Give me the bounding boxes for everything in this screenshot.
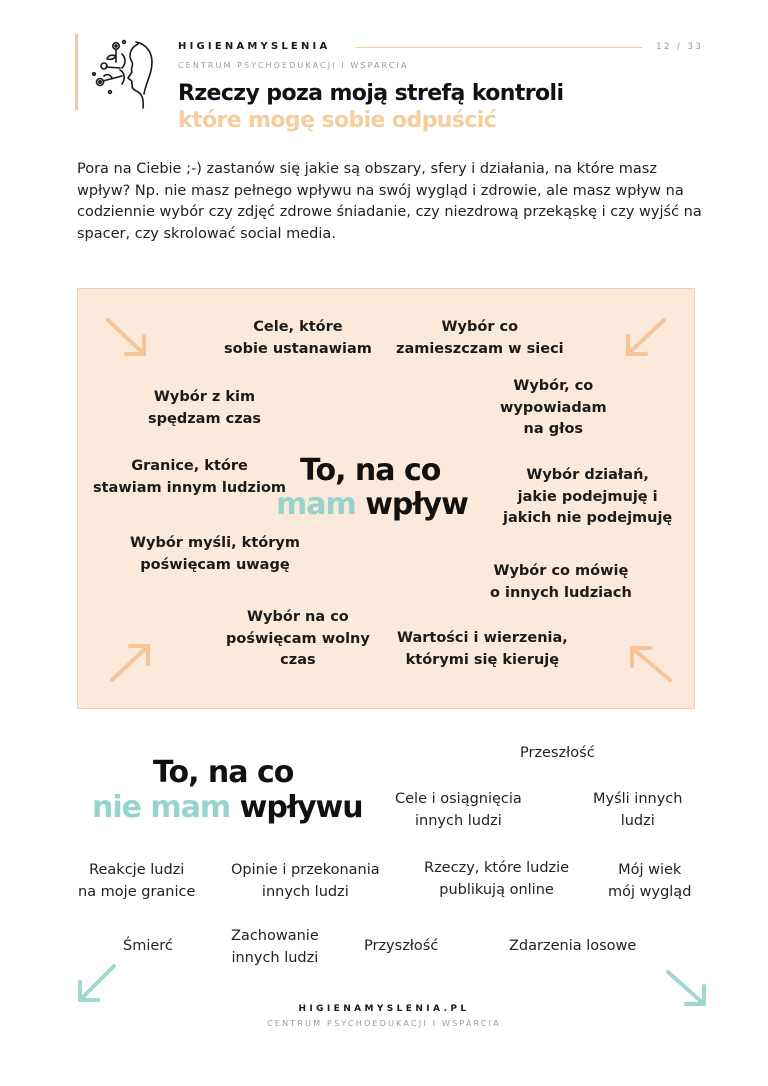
influence-item: Wybór co zamieszczam w sieci xyxy=(396,319,564,357)
influence-title-line1: To, na co xyxy=(300,453,441,488)
influence-item: Cele, które sobie ustanawiam xyxy=(224,319,372,357)
brand-name: HIGIENAMYSLENIA xyxy=(178,41,331,52)
header-accent-bar xyxy=(75,34,78,110)
footer-brand: HIGIENAMYSLENIA.PL xyxy=(298,1004,470,1014)
arrow-icon xyxy=(100,312,152,364)
page-subtitle: które mogę sobie odpuścić xyxy=(178,108,497,133)
header-divider xyxy=(356,47,642,48)
page-number: 12 / 33 xyxy=(656,42,704,52)
no-influence-title-highlight: nie mam xyxy=(92,790,231,825)
brand-subtitle: CENTRUM PSYCHOEDUKACJI I WSPARCIA xyxy=(178,61,409,70)
influence-item: Wybór z kim spędzam czas xyxy=(148,389,262,427)
influence-title-line2 xyxy=(276,487,468,522)
no-influence-item: Przeszłość xyxy=(520,745,595,761)
no-influence-title-rest: wpływu xyxy=(239,790,363,825)
no-influence-item: Opinie i przekonania innych ludzi xyxy=(231,862,380,900)
no-influence-title-line1: To, na co xyxy=(153,755,294,790)
no-influence-item: Rzeczy, które ludzie publikują online xyxy=(424,860,570,898)
footer-subtitle: CENTRUM PSYCHOEDUKACJI I WSPARCIA xyxy=(267,1019,501,1028)
intro-paragraph: Pora na Ciebie ;-) zastanów się jakie są obszary, sfery i działania, na które masz wpływ? Np. nie masz pełnego wpływu na swój wygląd i zdrowie, ale masz wpływ na codziennie wybór czy zdjęć zdrowe śniadanie, czy niezdrową przekąskę i czy wyjść na spacer, czy skrolować social media. xyxy=(77,161,702,242)
influence-item: Wybór co mówię o innych ludziach xyxy=(490,563,632,601)
no-influence-title-line2 xyxy=(92,790,363,825)
influence-item: Wybór, co wypowiadam na głos xyxy=(500,378,607,437)
no-influence-item: Mój wiek mój wygląd xyxy=(608,862,692,900)
influence-item: Wybór na co poświęcam wolny czas xyxy=(226,609,370,668)
influence-item: Granice, które stawiam innym ludziom xyxy=(93,458,287,496)
no-influence-item: Myśli innych ludzi xyxy=(593,791,683,829)
influence-title-rest: wpływ xyxy=(365,487,468,522)
no-influence-item: Zdarzenia losowe xyxy=(509,938,637,954)
page-title: Rzeczy poza moją strefą kontroli xyxy=(178,81,564,106)
influence-item: Wybór działań, jakie podejmuję i jakich nie podejmuję xyxy=(503,467,673,526)
no-influence-item: Śmierć xyxy=(123,938,173,954)
arrow-icon xyxy=(104,636,156,688)
arrow-icon xyxy=(624,636,676,688)
no-influence-item: Cele i osiągnięcia innych ludzi xyxy=(395,791,522,829)
arrow-icon xyxy=(620,312,672,364)
influence-item: Wartości i wierzenia, którymi się kieruję xyxy=(397,630,568,668)
influence-item: Wybór myśli, którym poświęcam uwagę xyxy=(130,535,300,573)
no-influence-item: Przyszłość xyxy=(364,938,439,954)
influence-title-highlight: mam xyxy=(276,487,356,522)
no-influence-item: Reakcje ludzi na moje granice xyxy=(78,862,196,900)
woman-profile-flowers-logo-icon xyxy=(86,34,160,110)
arrow-icon xyxy=(72,958,124,1010)
no-influence-item: Zachowanie innych ludzi xyxy=(231,928,319,966)
